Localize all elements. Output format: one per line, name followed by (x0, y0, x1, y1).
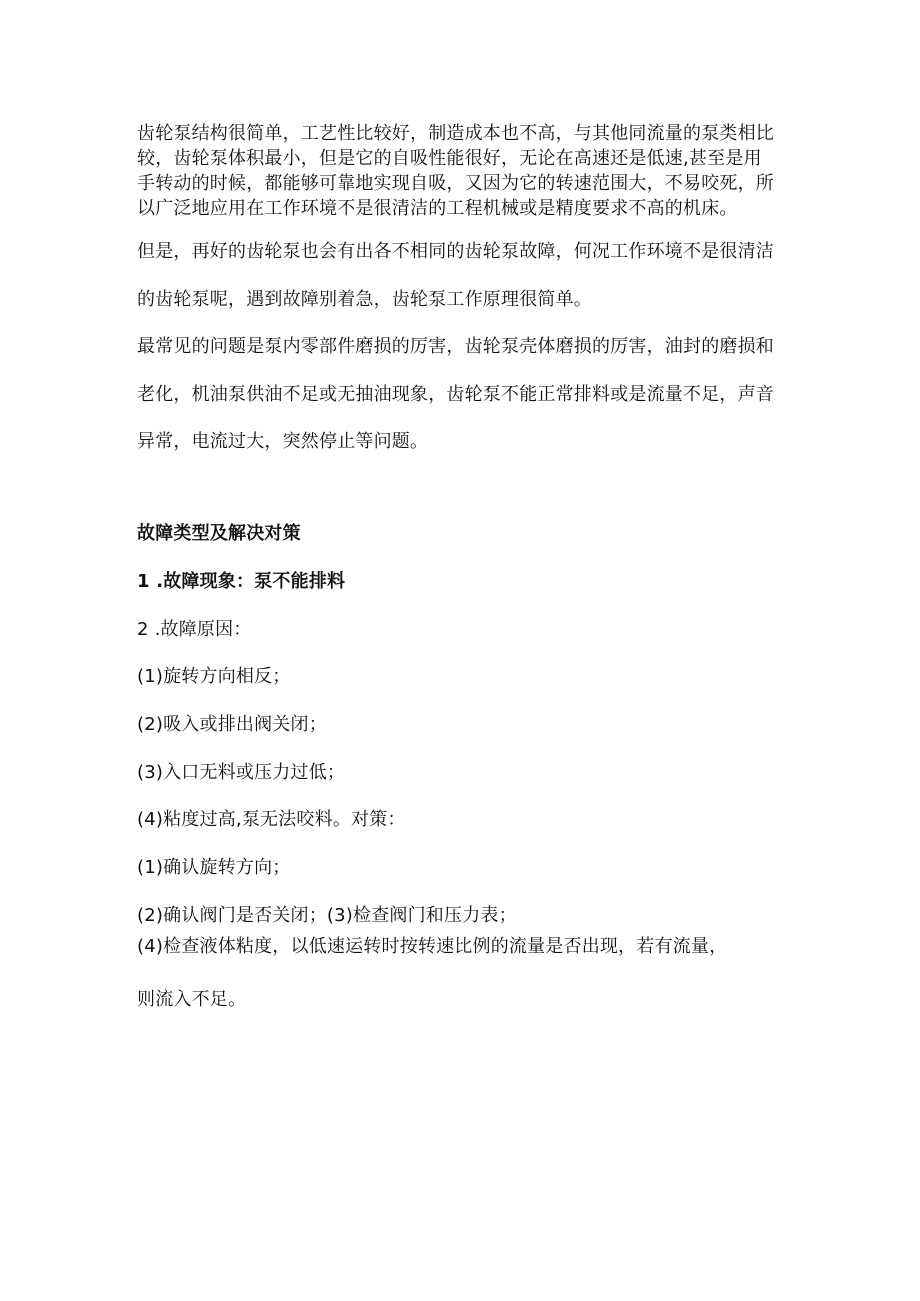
solution-item: (1)确认旋转方向； (137, 857, 291, 878)
paragraph-line: 异常，电流过大，突然停止等问题。 (137, 431, 429, 452)
intro-line: 手转动的时候，都能够可靠地实现自吸，又因为它的转速范围大，不易咬死，所 (137, 173, 774, 194)
intro-line: 以广泛地应用在工作环境不是很清洁的工程机械或是精度要求不高的机床。 (137, 198, 738, 219)
cause-item: (1)旋转方向相反； (137, 666, 291, 687)
cause-item: (4)粘度过高,泵无法咬料。对策： (137, 809, 406, 830)
paragraph-line: 的齿轮泵呢，遇到故障别着急，齿轮泵工作原理很简单。 (137, 289, 592, 310)
solution-item: (4)检查液体粘度，以低速运转时按转速比例的流量是否出现，若有流量， (137, 936, 728, 957)
paragraph-line: 最常见的问题是泵内零部件磨损的厉害，齿轮泵壳体磨损的厉害，油封的磨损和 (137, 336, 774, 357)
intro-line: 齿轮泵结构很简单，工艺性比较好，制造成本也不高，与其他同流量的泵类相比 (137, 123, 774, 144)
section-heading: 故障类型及解决对策 (137, 523, 301, 544)
paragraph-line: 但是，再好的齿轮泵也会有出各不相同的齿轮泵故障，何况工作环境不是很清洁 (137, 241, 774, 262)
paragraph-line: 老化，机油泵供油不足或无抽油现象，齿轮泵不能正常排料或是流量不足，声音 (137, 384, 774, 405)
intro-line: 较，齿轮泵体积最小，但是它的自吸性能很好，无论在高速还是低速,甚至是用 (137, 148, 762, 169)
cause-item: (2)吸入或排出阀关闭； (137, 714, 327, 735)
fault-cause-item: 2 .故障原因： (137, 619, 252, 640)
fault-phenomenon-item: 1 .故障现象：泵不能排料 (137, 571, 346, 592)
cause-item: (3)入口无料或压力过低； (137, 762, 346, 783)
solution-item: (2)确认阀门是否关闭；(3)检查阀门和压力表； (137, 905, 517, 926)
solution-item: 则流入不足。 (137, 989, 247, 1010)
